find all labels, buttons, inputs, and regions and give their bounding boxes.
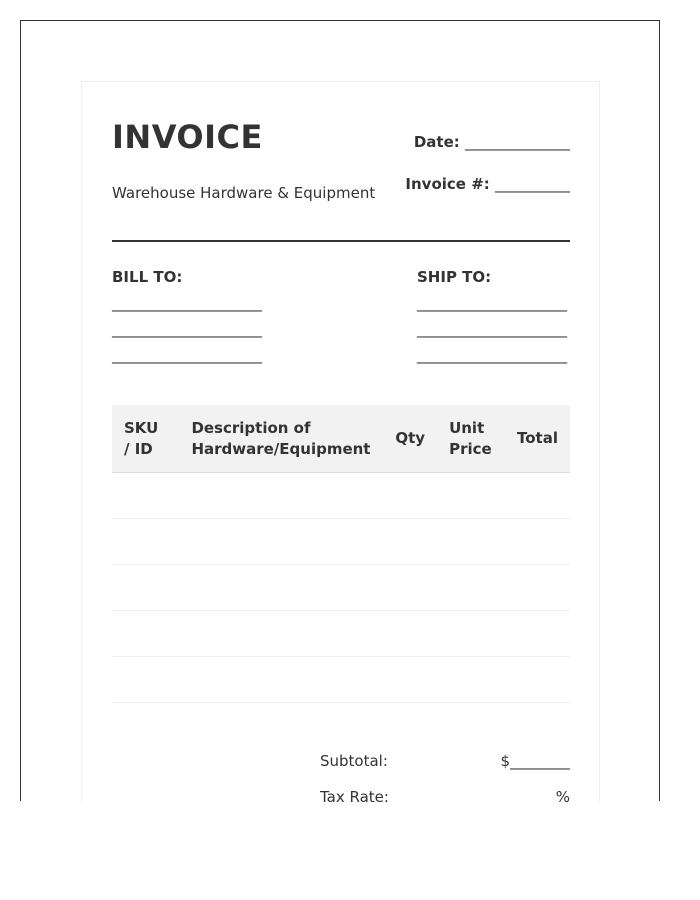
description-header: Description of Hardware/Equipment xyxy=(179,405,383,473)
ship-to-lines xyxy=(417,290,567,368)
table-row xyxy=(112,611,570,657)
subtotal-value[interactable]: $________ xyxy=(500,752,570,770)
table-header-row xyxy=(112,405,570,473)
qty-cell[interactable] xyxy=(383,657,437,703)
qty-cell[interactable] xyxy=(383,565,437,611)
unit-price-cell[interactable] xyxy=(437,565,505,611)
tax-rate-value[interactable]: % xyxy=(555,788,570,806)
bill-to-label: BILL TO: xyxy=(112,268,183,286)
sku-cell[interactable] xyxy=(112,473,179,519)
description-cell[interactable] xyxy=(179,657,383,703)
description-cell[interactable] xyxy=(179,519,383,565)
sku-cell[interactable] xyxy=(112,657,179,703)
bill-to-line[interactable]: ____________________ xyxy=(112,294,262,312)
subtotal-label: Subtotal: xyxy=(320,752,388,770)
sku-cell[interactable] xyxy=(112,565,179,611)
sku-cell[interactable] xyxy=(112,611,179,657)
total-cell[interactable] xyxy=(505,519,570,565)
unit-price-cell[interactable] xyxy=(437,611,505,657)
bill-to-line[interactable]: ____________________ xyxy=(112,346,262,364)
qty-cell[interactable] xyxy=(383,611,437,657)
table-row xyxy=(112,565,570,611)
total-cell[interactable] xyxy=(505,565,570,611)
unit-price-cell[interactable] xyxy=(437,473,505,519)
description-cell[interactable] xyxy=(179,473,383,519)
qty-cell[interactable] xyxy=(383,519,437,565)
unit-price-cell[interactable] xyxy=(437,519,505,565)
qty-cell[interactable] xyxy=(383,473,437,519)
unit-price-cell[interactable] xyxy=(437,657,505,703)
ship-to-line[interactable]: ____________________ xyxy=(417,294,567,312)
tax-rate-label: Tax Rate: xyxy=(320,788,389,806)
date-value[interactable]: ______________ xyxy=(465,133,570,151)
invoice-number-value[interactable]: __________ xyxy=(495,175,570,193)
table-row xyxy=(112,473,570,519)
table-row xyxy=(112,519,570,565)
invoice-number-field[interactable] xyxy=(405,175,570,193)
total-header: Total xyxy=(505,405,570,473)
date-label: Date: xyxy=(413,133,460,151)
sku-cell[interactable] xyxy=(112,519,179,565)
company-name: Warehouse Hardware & Equipment xyxy=(112,184,376,202)
qty-header: Qty xyxy=(383,405,437,473)
ship-to-label: SHIP TO: xyxy=(417,268,492,286)
table-row xyxy=(112,657,570,703)
header-divider xyxy=(112,240,570,242)
invoice-title: INVOICE xyxy=(112,118,263,156)
total-cell[interactable] xyxy=(505,473,570,519)
items-table xyxy=(112,405,570,703)
total-cell[interactable] xyxy=(505,657,570,703)
sku-header: SKU / ID xyxy=(112,405,179,473)
unit-price-header: Unit Price xyxy=(437,405,505,473)
ship-to-line[interactable]: ____________________ xyxy=(417,320,567,338)
bill-to-lines xyxy=(112,290,262,368)
date-field[interactable] xyxy=(414,133,570,151)
invoice-number-label: Invoice #: xyxy=(405,175,490,193)
bill-to-line[interactable]: ____________________ xyxy=(112,320,262,338)
description-cell[interactable] xyxy=(179,611,383,657)
total-cell[interactable] xyxy=(505,611,570,657)
ship-to-line[interactable]: ____________________ xyxy=(417,346,567,364)
description-cell[interactable] xyxy=(179,565,383,611)
